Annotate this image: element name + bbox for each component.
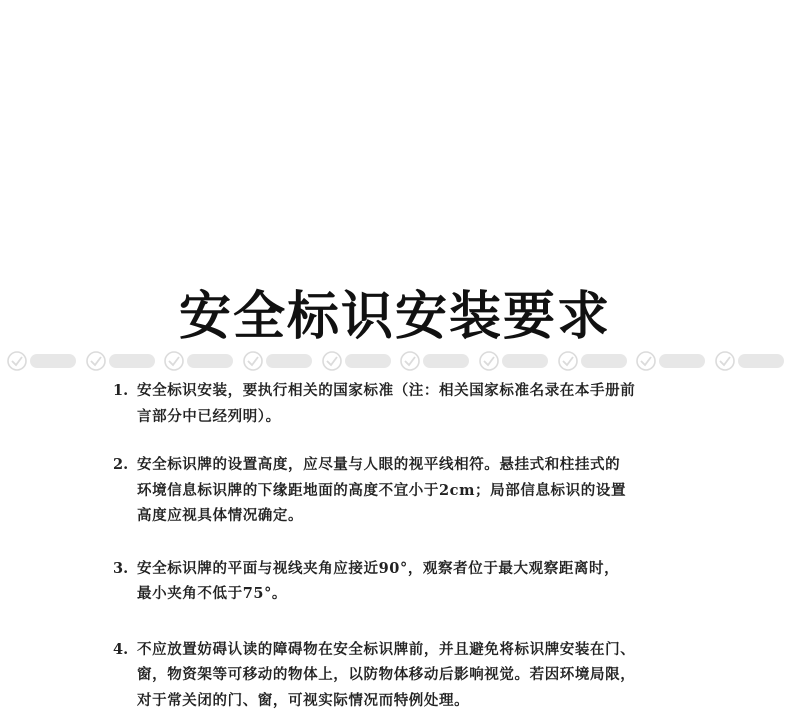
list-item-number: 3.	[113, 559, 129, 577]
kelipu-logo-icon	[321, 350, 393, 372]
kelipu-logo-icon	[399, 350, 471, 372]
text-line: 最小夹角不低于75°。	[137, 585, 288, 602]
list-item	[113, 452, 713, 529]
text-line: 对于常关闭的门、窗，可视实际情况而特例处理。	[137, 691, 470, 709]
list-item-number: 1.	[113, 382, 129, 399]
list-item-text	[137, 637, 713, 714]
list-item-text	[137, 378, 713, 429]
text-line: 窗，物资架等可移动的物体上，以防物体移动后影响视觉。若因环境局限，	[137, 666, 636, 683]
text-line: 安全标识牌的设置高度，应尽量与人眼的视平线相符。悬挂式和柱挂式的	[137, 456, 621, 473]
list-item-number: 2.	[113, 456, 129, 473]
kelipu-logo-icon	[714, 350, 786, 372]
list-item-text	[137, 556, 713, 607]
kelipu-logo-icon	[6, 350, 78, 372]
kelipu-logo-icon	[85, 350, 157, 372]
list-item	[113, 637, 713, 714]
text-line: 不应放置妨碍认读的障碍物在安全标识牌前，并且避免将标识牌安装在门、	[137, 640, 636, 658]
list-item-text	[137, 452, 713, 529]
kelipu-logo-icon	[163, 350, 235, 372]
kelipu-logo-icon	[242, 350, 314, 372]
page-title: 安全标识安装要求	[178, 285, 611, 347]
kelipu-logo-icon	[478, 350, 550, 372]
watermark-strip	[6, 350, 786, 372]
text-line: 环境信息标识牌的下缘距地面的高度不宜小于2cm；局部信息标识的设置	[137, 481, 627, 499]
list-item	[113, 378, 713, 429]
text-line: 安全标识牌的平面与视线夹角应接近90°，观察者位于最大观察距离时，	[137, 559, 620, 577]
text-line: 安全标识安装，要执行相关的国家标准（注：相关国家标准名录在本手册前	[137, 382, 636, 399]
text-line: 高度应视具体情况确定。	[137, 507, 304, 524]
requirements-list	[113, 378, 713, 713]
list-item-number: 4.	[113, 640, 129, 658]
text-line: 言部分中已经列明）。	[137, 407, 281, 425]
kelipu-logo-icon	[635, 350, 707, 372]
list-item	[113, 556, 713, 607]
kelipu-logo-icon	[557, 350, 629, 372]
